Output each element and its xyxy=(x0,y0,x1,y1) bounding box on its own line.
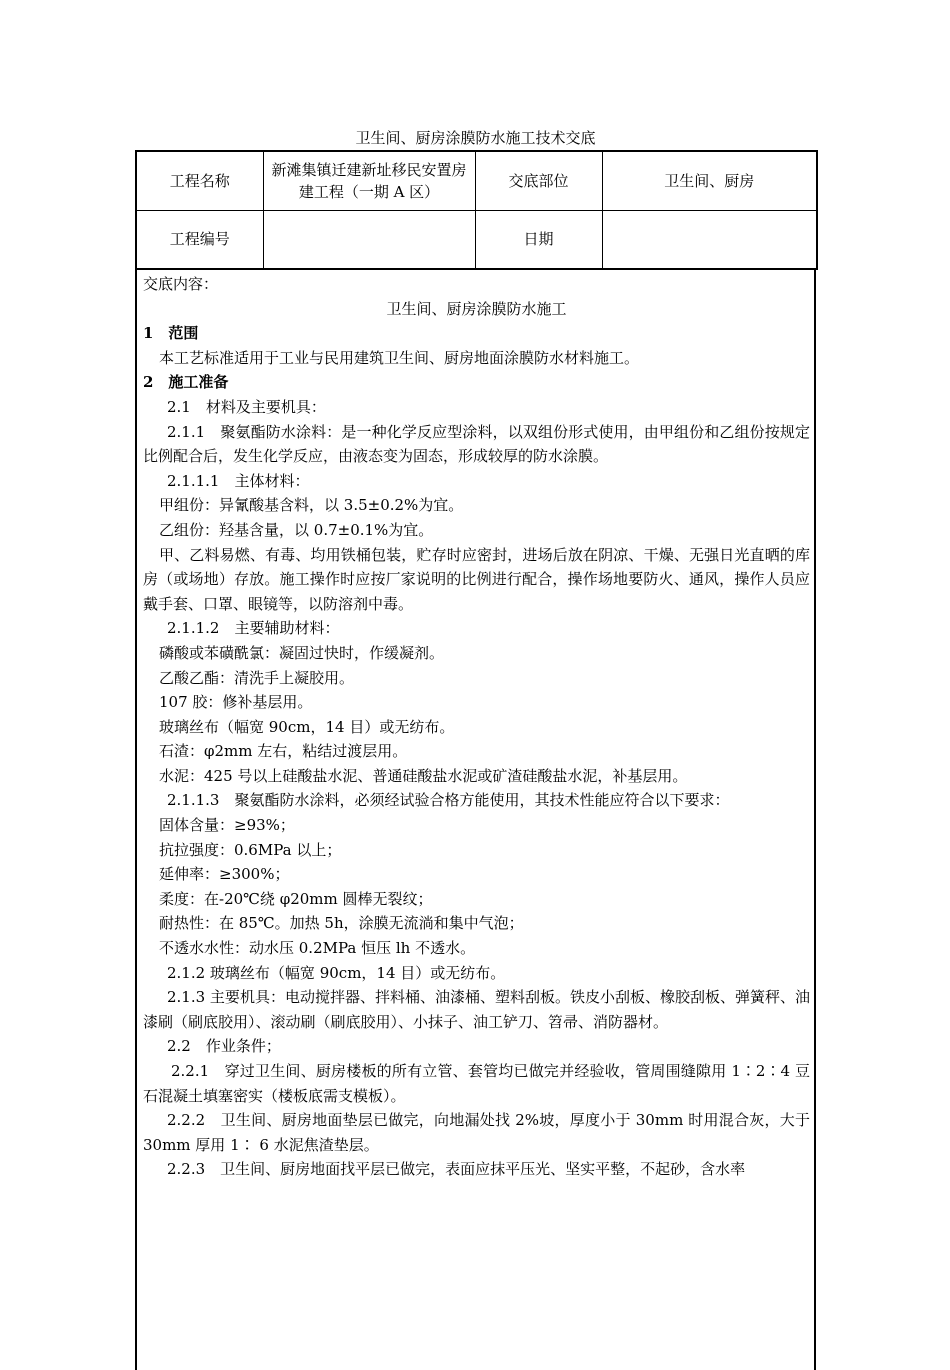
header-row-1 xyxy=(136,151,817,210)
paragraph: 2.1.1.3 聚氨酯防水涂料，必须经试验合格方能使用，其技术性能应符合以下要求： xyxy=(167,791,730,810)
paragraph: 甲组份：异氰酸基含料，以 3.5±0.2%为宜。 xyxy=(159,496,464,515)
paragraph: 2.1 材料及主要机具： xyxy=(167,397,326,416)
paragraph: 延伸率：≥300%； xyxy=(159,865,290,884)
paragraph: 2.1.1.1 主体材料： xyxy=(167,471,310,490)
paragraph: 2.2.1 穿过卫生间、厨房楼板的所有立管、套管均已做完并经验收，管周围缝隙用 1∶2∶4 豆石混凝土填塞密实（楼板底需支模板）。 xyxy=(143,1062,810,1105)
paragraph: 耐热性：在 85℃。加热 5h，涂膜无流淌和集中气泡； xyxy=(159,914,524,933)
paragraph: 2.2.2 卫生间、厨房地面垫层已做完，向地漏处找 2%坡，厚度小于 30mm 时用混合灰，大于 30mm 厚用 1∶ 6 水泥焦渣垫层。 xyxy=(143,1111,810,1154)
paragraph: 抗拉强度：0.6MPa 以上； xyxy=(159,840,342,859)
paragraph: 2.1.1 聚氨酯防水涂料：是一种化学反应型涂料，以双组份形式使用，由甲组份和乙组份按规定比例配合后，发生化学反应，由液态变为固态，形成较厚的防水涂膜。 xyxy=(143,422,810,466)
header-row-2 xyxy=(136,210,817,269)
part-label: 交底部位 xyxy=(475,151,602,210)
paragraph: 乙酸乙酯：清洗手上凝胶用。 xyxy=(159,668,355,687)
paragraph: 2.2 作业条件； xyxy=(167,1037,281,1056)
paragraph: 2.1.3 主要机具：电动搅拌器、拌料桶、油漆桶、塑料刮板。铁皮小刮板、橡胶刮板、弹簧秤、油漆刷（刷底胶用）、滚动刷（刷底胶用）、小抹子、油工铲刀、笤帚、消防器材。 xyxy=(143,988,810,1031)
date-value xyxy=(602,210,817,269)
header-table xyxy=(135,150,818,270)
project-name-label: 工程名称 xyxy=(136,151,263,210)
paragraph: 107 胶：修补基层用。 xyxy=(159,693,313,712)
document-title: 卫生间、厨房涂膜防水施工技术交底 xyxy=(355,129,596,147)
paragraph: 甲、乙料易燃、有毒、均用铁桶包装，贮存时应密封，进场后放在阴凉、干燥、无强日光直晒的库房（或场地）存放。施工操作时应按厂家说明的比例进行配合，操作场地要防火、通风，操作人员应戴手套、口罩、眼镜等，以防溶剂中毒。 xyxy=(143,545,810,613)
paragraph: 2.2.3 卫生间、厨房地面找平层已做完，表面应抹平压光、坚实平整，不起砂，含水率 xyxy=(167,1160,746,1179)
project-no-value xyxy=(263,210,475,269)
paragraph: 乙组份：羟基含量，以 0.7±0.1%为宜。 xyxy=(159,520,434,539)
heading-preparation: 2 施工准备 xyxy=(143,373,229,392)
paragraph: 2.1.2 玻璃丝布（幅宽 90cm，14 目）或无纺布。 xyxy=(167,963,506,982)
content-box xyxy=(135,270,816,1370)
date-label: 日期 xyxy=(475,210,602,269)
project-name-value: 新滩集镇迁建新址移民安置房建工程（一期 A 区） xyxy=(263,151,475,210)
paragraph: 本工艺标准适用于工业与民用建筑卫生间、厨房地面涂膜防水材料施工。 xyxy=(159,348,640,367)
part-value: 卫生间、厨房 xyxy=(602,151,817,210)
paragraph: 不透水水性：动水压 0.2MPa 恒压 lh 不透水。 xyxy=(159,939,476,958)
paragraph: 2.1.1.2 主要辅助材料： xyxy=(167,619,340,638)
paragraph: 玻璃丝布（幅宽 90cm，14 目）或无纺布。 xyxy=(159,717,455,736)
heading-scope: 1 范围 xyxy=(143,324,199,343)
paragraph: 磷酸或苯磺酰氯：凝固过快时，作缓凝剂。 xyxy=(159,643,445,662)
paragraph: 固体含量：≥93%； xyxy=(159,816,295,835)
paragraph: 水泥：425 号以上硅酸盐水泥、普通硅酸盐水泥或矿渣硅酸盐水泥，补基层用。 xyxy=(159,766,688,785)
paragraph: 石渣：φ2mm 左右，粘结过渡层用。 xyxy=(159,742,408,761)
project-no-label: 工程编号 xyxy=(136,210,263,269)
section-title: 卫生间、厨房涂膜防水施工 xyxy=(386,299,567,318)
paragraph: 柔度：在-20℃绕 φ20mm 圆棒无裂纹； xyxy=(159,889,433,908)
intro-label: 交底内容： xyxy=(143,275,219,293)
